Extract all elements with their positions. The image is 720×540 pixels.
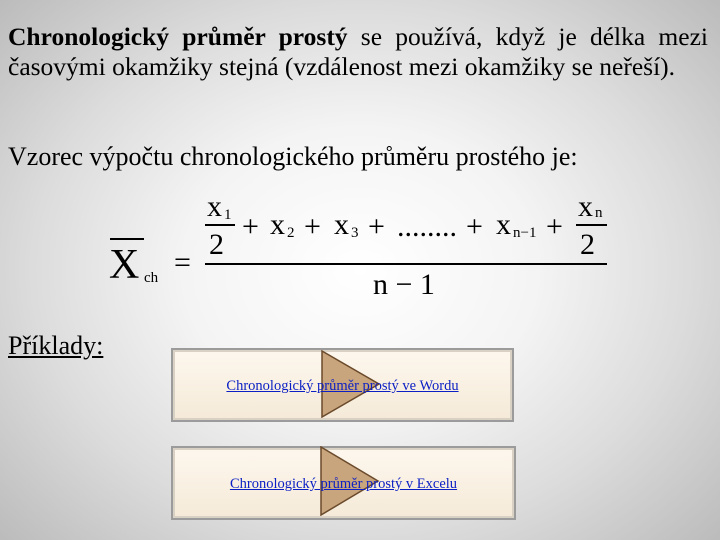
term-xn: x <box>578 190 593 223</box>
example-link-excel[interactable]: Chronologický průměr prostý v Excelu <box>229 476 458 492</box>
term-x1: x <box>207 190 222 223</box>
sub-n: n <box>595 205 603 221</box>
example-button-excel[interactable] <box>171 446 516 520</box>
sub-2: 2 <box>287 225 295 241</box>
denominator-two-2: 2 <box>580 228 595 261</box>
intro-rest: se používá, když je délka mezi časovými okamžiky stejná (vzdálenost mezi okamžiky se neřeší). <box>8 22 708 81</box>
plus-1: + <box>242 210 259 243</box>
plus-5: + <box>546 210 563 243</box>
sub-1: 1 <box>224 207 232 223</box>
main-fraction-bar <box>205 263 607 265</box>
sub-3: 3 <box>351 225 359 241</box>
sub-n-1: n−1 <box>513 225 537 241</box>
lhs-subscript: ch <box>144 270 159 286</box>
example-button-word[interactable] <box>171 348 514 422</box>
intro-bold-term: Chronologický průměr prostý <box>8 22 348 51</box>
mean-bar <box>110 238 144 240</box>
small-fraction-bar-1 <box>205 224 235 226</box>
dots: ........ <box>397 210 457 243</box>
examples-label: Příklady: <box>8 331 104 360</box>
example-link-word[interactable]: Chronologický průměr prostý ve Wordu <box>226 378 459 394</box>
formula-intro: Vzorec výpočtu chronologického průměru prostého je: <box>8 142 578 171</box>
equals-sign: = <box>174 246 191 279</box>
main-denominator: n − 1 <box>373 268 435 301</box>
plus-2: + <box>304 210 321 243</box>
plus-4: + <box>466 210 483 243</box>
term-xn-1: x <box>496 208 511 241</box>
plus-3: + <box>368 210 385 243</box>
term-x3: x <box>334 208 349 241</box>
lhs-symbol: X <box>109 242 140 288</box>
denominator-two-1: 2 <box>209 228 224 261</box>
term-x2: x <box>270 208 285 241</box>
small-fraction-bar-2 <box>576 224 607 226</box>
